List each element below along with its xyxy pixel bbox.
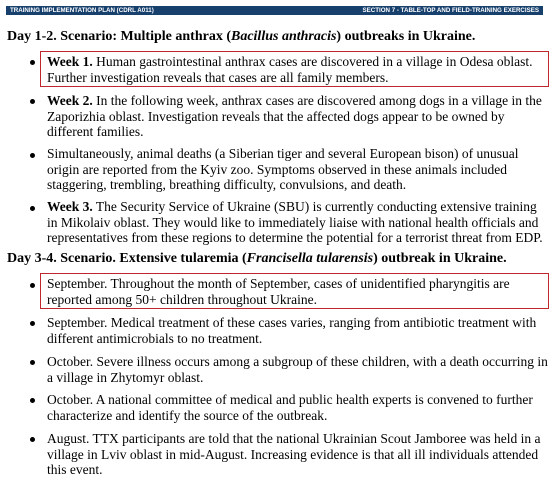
bullet-dot — [30, 283, 35, 288]
list-item — [47, 54, 549, 85]
bullet-dot — [30, 437, 35, 442]
bullet-lead: Week 2. — [47, 93, 93, 108]
bullet-text: October. Severe illness occurs among a subgroup of these children, with a death occurring in a village in Zhytomyr oblast. — [47, 354, 548, 385]
bullet-lead: Week 1. — [47, 54, 93, 69]
list-item — [47, 431, 549, 478]
bullet-text: October. A national committee of medical and public health experts is convened to further characterize and identify the source of the outbreak. — [47, 392, 533, 423]
list-item — [47, 392, 549, 423]
list-item — [47, 199, 549, 246]
list-item — [47, 276, 549, 307]
bullet-text: Simultaneously, animal deaths (a Siberian tiger and several European bison) of unusual origin are reported from the Kyiv zoo. Symptoms observed in these animals included staggering, trembling, breathing difficulty, convulsions, and death. — [47, 146, 519, 192]
list-item — [47, 146, 549, 193]
bullet-dot — [30, 398, 35, 403]
list-item — [47, 354, 549, 385]
header-left-text: TRAINING IMPLEMENTATION PLAN (CDRL A011) — [10, 7, 154, 14]
section2-heading-italic: Francisella tularensis — [246, 251, 374, 266]
section1-heading-pre: Day 1-2. Scenario: Multiple anthrax ( — [7, 29, 231, 44]
section2-heading — [7, 251, 507, 267]
bullet-dot — [30, 99, 35, 104]
bullet-text: September. Throughout the month of September, cases of unidentified pharyngitis are reported among 50+ children throughout Ukraine. — [47, 276, 510, 307]
section1-heading-italic: Bacillus anthracis — [230, 29, 337, 44]
bullet-lead: Week 3. — [47, 199, 93, 214]
bullet-text: August. TTX participants are told that the national Ukrainian Scout Jamboree was held in a village in Lviv oblast in mid-August. Increasing evidence is that all ill individuals attended this event. — [47, 431, 541, 477]
bullet-text: Human gastrointestinal anthrax cases are discovered in a village in Odesa oblast. Further investigation reveals that cases are all family members. — [47, 54, 533, 85]
section2-heading-post: ) outbreak in Ukraine. — [373, 251, 507, 266]
section1-heading-post: ) outbreaks in Ukraine. — [336, 29, 476, 44]
document-header-bar — [6, 6, 543, 15]
bullet-text: In the following week, anthrax cases are discovered among dogs in a village in the Zaporizhia oblast. Investigation reveals that the affected dogs appear to be owned by different families. — [47, 93, 542, 139]
header-right-text: SECTION 7 - TABLE-TOP AND FIELD-TRAINING EXERCISES — [362, 7, 539, 14]
bullet-dot — [30, 60, 35, 65]
bullet-dot — [30, 321, 35, 326]
list-item — [47, 315, 549, 346]
section2-heading-pre: Day 3-4. Scenario. Extensive tularemia ( — [7, 251, 247, 266]
bullet-text: The Security Service of Ukraine (SBU) is currently conducting extensive training in Mikolaiv oblast. They would like to immediately liaise with national health officials and representatives from these regions to determine the potential for a terrorist threat from EDP. — [47, 199, 543, 245]
bullet-dot — [30, 153, 35, 158]
bullet-dot — [30, 206, 35, 211]
bullet-dot — [30, 360, 35, 365]
bullet-text: September. Medical treatment of these cases varies, ranging from antibiotic treatment with different antimicrobials to no treatment. — [47, 315, 537, 346]
list-item — [47, 93, 549, 140]
section1-heading — [7, 29, 475, 45]
